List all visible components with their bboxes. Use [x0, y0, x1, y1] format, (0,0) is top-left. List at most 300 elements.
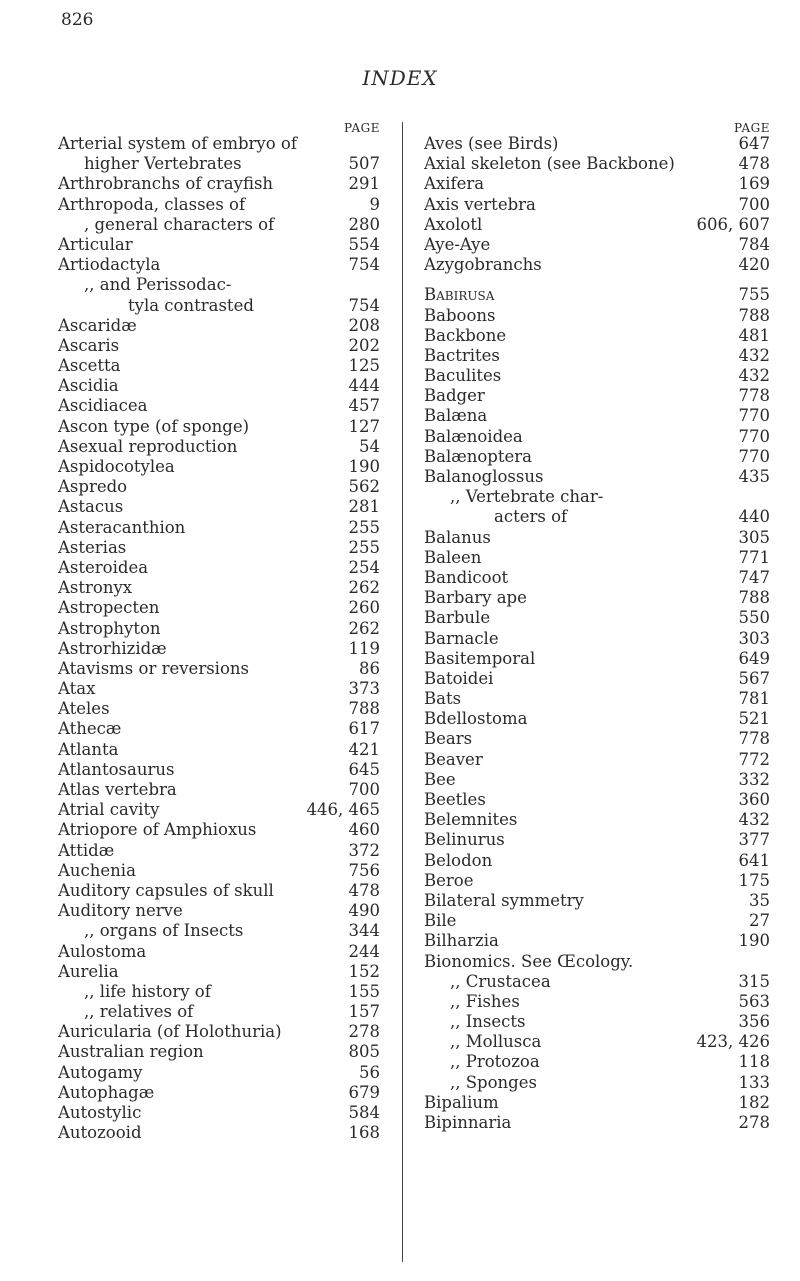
index-column-right — [424, 122, 770, 1133]
index-page-ref: 281 — [348, 497, 380, 517]
index-term: Asteroidea — [58, 557, 149, 577]
index-entry — [58, 296, 380, 316]
index-page-ref: 255 — [348, 517, 380, 537]
index-term: acters of — [494, 507, 568, 527]
running-header: INDEX — [362, 66, 438, 90]
index-term: Ascidiacea — [58, 396, 148, 416]
index-term: Atlas vertebra — [58, 780, 177, 799]
index-term: Basitemporal — [424, 648, 536, 668]
index-entry — [58, 417, 380, 437]
index-entry — [58, 215, 380, 235]
index-entry — [58, 800, 380, 820]
index-page-ref: 315 — [738, 971, 770, 991]
index-entry — [58, 235, 380, 255]
index-entry — [424, 406, 770, 426]
index-term: Barnacle — [424, 628, 499, 648]
index-entry — [424, 1052, 770, 1072]
index-entry — [424, 1113, 770, 1133]
index-page-ref: 133 — [738, 1072, 770, 1092]
index-entry — [424, 386, 770, 406]
index-page-ref: 647 — [738, 134, 770, 153]
index-page-ref: 56 — [359, 1062, 380, 1082]
index-page-ref: 423, 426 — [696, 1032, 770, 1052]
index-term: Ascidia — [58, 376, 119, 396]
index-entry — [58, 1002, 380, 1022]
index-page-ref: 490 — [348, 901, 380, 921]
index-page-ref: 305 — [738, 527, 770, 547]
index-term: Aspidocotylea — [58, 457, 175, 476]
index-term: Atrial cavity — [58, 800, 160, 820]
index-entry — [58, 679, 380, 699]
index-term: Atlanta — [58, 739, 119, 759]
index-term: Aspredo — [58, 477, 128, 497]
index-entry — [58, 376, 380, 396]
index-page-ref: 332 — [738, 769, 770, 789]
index-page-ref: 175 — [738, 870, 770, 890]
index-entry — [58, 982, 380, 1002]
index-page-ref: 444 — [348, 376, 380, 396]
column-divider — [402, 122, 403, 1262]
index-entry — [424, 689, 770, 709]
index-term: Babirusa — [424, 285, 495, 305]
index-term: Auditory capsules of skull — [58, 880, 274, 900]
index-term: Aye-Aye — [424, 234, 491, 254]
index-page-ref: 457 — [348, 396, 380, 416]
index-entry — [424, 548, 770, 568]
index-entry — [424, 729, 770, 749]
index-entry — [58, 1022, 380, 1042]
index-column-left — [58, 122, 380, 1143]
index-page-ref: 460 — [348, 820, 380, 840]
index-page-ref: 584 — [348, 1103, 380, 1122]
index-entry — [58, 477, 380, 497]
index-page-ref: 432 — [738, 345, 770, 365]
index-page-ref: 754 — [348, 255, 380, 275]
index-entry — [58, 901, 380, 921]
index-page-ref: 700 — [348, 780, 380, 799]
index-term: Baculites — [424, 366, 502, 386]
index-term: ,, Crustacea — [450, 971, 551, 991]
index-entry — [58, 497, 380, 517]
index-entry — [424, 911, 770, 931]
index-term: Beroe — [424, 870, 474, 890]
index-page-ref: 244 — [348, 941, 380, 961]
index-entry — [58, 719, 380, 739]
index-entry — [424, 750, 770, 770]
index-term: ,, relatives of — [84, 1002, 194, 1022]
index-entry — [424, 447, 770, 467]
index-entry — [424, 134, 770, 154]
index-term: Batoidei — [424, 668, 494, 688]
index-term: Autostylic — [58, 1103, 142, 1122]
index-entry — [58, 921, 380, 941]
index-page-ref: 507 — [348, 154, 380, 174]
index-page-ref: 118 — [738, 1052, 770, 1072]
index-page-ref: 747 — [738, 567, 770, 587]
index-term: Belinurus — [424, 830, 505, 850]
index-page-ref: 563 — [738, 991, 770, 1011]
index-page-ref: 373 — [348, 679, 380, 699]
index-term: ,, Mollusca — [450, 1032, 542, 1052]
index-entry — [58, 1123, 380, 1143]
index-page-ref: 645 — [348, 759, 380, 779]
index-page-ref: 756 — [348, 860, 380, 880]
index-page-ref: 554 — [348, 234, 380, 254]
index-entry — [58, 841, 380, 861]
index-page-ref: 641 — [738, 850, 770, 870]
index-term: Auricularia (of Holothuria) — [58, 1022, 282, 1042]
index-term: Axolotl — [424, 214, 483, 234]
index-page-ref: 805 — [348, 1042, 380, 1062]
index-page-ref: 262 — [348, 618, 380, 638]
index-entries-left — [58, 134, 380, 1143]
index-page-ref: 254 — [348, 557, 380, 577]
index-term: Asterias — [58, 537, 127, 557]
index-page-ref: 478 — [738, 154, 770, 174]
index-term: Ascaris — [58, 335, 120, 355]
index-entry — [424, 891, 770, 911]
index-page-ref: 152 — [348, 961, 380, 981]
index-term: Axial skeleton (see Backbone) — [424, 154, 675, 174]
index-term: Arterial system of embryo of — [58, 134, 297, 153]
index-term: Atavisms or reversions — [58, 658, 249, 678]
index-entry — [424, 931, 770, 951]
index-entry — [58, 275, 380, 295]
index-page-ref: 481 — [738, 325, 770, 345]
index-page-ref: 770 — [738, 446, 770, 466]
index-page-ref: 27 — [749, 911, 770, 931]
index-term: Belemnites — [424, 810, 518, 830]
index-page-ref: 679 — [348, 1082, 380, 1102]
index-page-ref: 169 — [738, 174, 770, 194]
index-entry — [424, 851, 770, 871]
index-page-ref: 119 — [348, 638, 380, 658]
index-entry — [424, 326, 770, 346]
index-entry — [424, 427, 770, 447]
index-term: Articular — [58, 234, 133, 254]
index-term: Beetles — [424, 790, 486, 809]
index-term: Baboons — [424, 305, 496, 325]
index-term: Baleen — [424, 547, 482, 567]
index-page-ref: 432 — [738, 810, 770, 830]
index-page-ref: 771 — [738, 547, 770, 567]
index-page-ref: 754 — [348, 295, 380, 315]
index-entry — [58, 699, 380, 719]
index-entry — [424, 810, 770, 830]
index-term: Astrorhizidæ — [58, 638, 167, 658]
index-entry — [58, 134, 380, 154]
index-term: tyla contrasted — [128, 295, 254, 315]
index-term: ,, Fishes — [450, 991, 520, 1011]
index-term: Artiodactyla — [58, 255, 161, 275]
index-term: Bilateral symmetry — [424, 890, 584, 910]
index-term: Balanoglossus — [424, 467, 544, 486]
index-page-ref: 278 — [738, 1113, 770, 1132]
index-entry — [58, 316, 380, 336]
index-entry — [424, 770, 770, 790]
index-entry — [424, 487, 770, 507]
index-entry — [58, 760, 380, 780]
index-entry — [424, 507, 770, 527]
index-page-ref: 446, 465 — [306, 800, 380, 820]
index-entry — [58, 396, 380, 416]
index-entry — [58, 619, 380, 639]
index-entry — [58, 598, 380, 618]
index-page-ref: 700 — [738, 194, 770, 214]
index-term: Backbone — [424, 325, 507, 345]
index-entry — [58, 457, 380, 477]
index-term: ,, and Perissodac- — [84, 275, 232, 295]
index-entry — [424, 154, 770, 174]
index-page-ref: 168 — [348, 1123, 380, 1143]
index-term: Aurelia — [58, 961, 119, 981]
index-entry — [58, 659, 380, 679]
index-page-ref: 421 — [348, 739, 380, 759]
index-term: Ascetta — [58, 356, 121, 376]
index-entry — [58, 558, 380, 578]
index-term: Asexual reproduction — [58, 436, 238, 456]
index-term: Australian region — [58, 1042, 204, 1062]
index-term: higher Vertebrates — [84, 154, 242, 174]
index-entry — [58, 174, 380, 194]
index-entry — [58, 356, 380, 376]
index-entry — [424, 306, 770, 326]
index-term: Barbary ape — [424, 588, 527, 608]
index-page-ref: 127 — [348, 416, 380, 436]
index-term: Astropecten — [58, 598, 160, 618]
index-entry — [58, 861, 380, 881]
index-entry — [424, 346, 770, 366]
index-entry — [424, 366, 770, 386]
index-page-ref: 420 — [738, 255, 770, 275]
index-term: Arthrobranchs of crayfish — [58, 174, 274, 194]
index-page-ref: 303 — [738, 628, 770, 648]
index-page-ref: 788 — [348, 699, 380, 719]
index-entry — [58, 881, 380, 901]
index-term: Attidæ — [58, 840, 115, 860]
index-page-ref: 788 — [738, 305, 770, 325]
index-term: Atriopore of Amphioxus — [58, 820, 257, 840]
index-page-ref: 291 — [348, 174, 380, 194]
index-entry — [424, 952, 770, 972]
index-entry — [424, 568, 770, 588]
index-entry — [58, 1083, 380, 1103]
index-term: Ateles — [58, 699, 110, 719]
index-term: Astrophyton — [58, 618, 161, 638]
index-term: Ascaridæ — [58, 315, 137, 335]
index-page-ref: 208 — [348, 315, 380, 335]
index-term: Bats — [424, 689, 462, 709]
index-page-ref: 372 — [348, 840, 380, 860]
index-entry — [424, 588, 770, 608]
index-term: Autogamy — [58, 1062, 143, 1082]
index-term: Auditory nerve — [58, 901, 183, 921]
index-entries-right — [424, 134, 770, 1133]
index-page-ref: 521 — [738, 709, 770, 729]
index-entry — [58, 1042, 380, 1062]
index-page-ref: 435 — [738, 467, 770, 486]
index-term: Barbule — [424, 608, 491, 628]
index-page-ref: 35 — [749, 890, 770, 910]
index-term: ,, Vertebrate char- — [450, 487, 604, 507]
index-term: Belodon — [424, 850, 493, 870]
index-page-ref: 781 — [738, 689, 770, 709]
index-entry — [424, 790, 770, 810]
index-page-ref: 649 — [738, 648, 770, 668]
index-term: Balænoidea — [424, 426, 523, 446]
index-entry — [58, 538, 380, 558]
index-page-ref: 778 — [738, 729, 770, 749]
index-entry — [424, 972, 770, 992]
index-term: Autozooid — [58, 1123, 142, 1143]
index-term: Aulostoma — [58, 941, 147, 961]
index-term: Bears — [424, 729, 473, 749]
index-term: ,, life history of — [84, 981, 211, 1001]
index-entry — [424, 1093, 770, 1113]
index-entry — [58, 639, 380, 659]
index-entry — [58, 1103, 380, 1123]
index-term: Badger — [424, 386, 485, 406]
index-term: Atax — [58, 679, 96, 699]
index-entry — [424, 255, 770, 275]
section-gap — [424, 275, 770, 285]
index-entry — [424, 709, 770, 729]
index-entry — [424, 467, 770, 487]
index-entry — [58, 154, 380, 174]
index-page-ref: 155 — [348, 981, 380, 1001]
index-term: ,, Insects — [450, 1012, 526, 1032]
index-page-ref: 125 — [348, 356, 380, 376]
index-term: Asteracanthion — [58, 517, 186, 537]
index-term: ,, Sponges — [450, 1072, 537, 1092]
index-term: Autophagæ — [58, 1082, 155, 1102]
index-term: Bipalium — [424, 1092, 499, 1112]
index-page-ref: 157 — [348, 1002, 380, 1022]
index-page-ref: 567 — [738, 668, 770, 688]
index-page-ref: 86 — [359, 658, 380, 678]
index-entry — [58, 740, 380, 760]
index-page-ref: 190 — [738, 931, 770, 951]
index-page-ref: 344 — [348, 921, 380, 941]
index-term: Balanus — [424, 527, 491, 547]
index-term: Bdellostoma — [424, 709, 528, 729]
index-term: Balænoptera — [424, 446, 532, 466]
index-entry — [424, 195, 770, 215]
index-term: Axifera — [424, 174, 485, 194]
index-term: Balæna — [424, 406, 488, 426]
index-page-ref: 360 — [738, 790, 770, 809]
index-entry — [424, 174, 770, 194]
index-entry — [58, 820, 380, 840]
index-entry — [58, 336, 380, 356]
index-page-ref: 784 — [738, 234, 770, 254]
index-entry — [424, 285, 770, 305]
index-term: Axis vertebra — [424, 194, 536, 214]
index-page-ref: 755 — [738, 285, 770, 305]
index-entry — [424, 649, 770, 669]
index-page-ref: 377 — [738, 830, 770, 850]
index-entry — [58, 518, 380, 538]
index-page-ref: 54 — [359, 436, 380, 456]
index-entry — [58, 780, 380, 800]
index-term: Arthropoda, classes of — [58, 194, 246, 214]
index-page-ref: 617 — [348, 719, 380, 739]
index-entry — [58, 942, 380, 962]
page-column-label: PAGE — [344, 121, 380, 135]
index-entry — [424, 830, 770, 850]
index-term: Aves (see Birds) — [424, 134, 559, 153]
index-term: Bilharzia — [424, 931, 499, 951]
index-page-ref: 432 — [738, 366, 770, 386]
index-entry — [424, 528, 770, 548]
index-entry — [424, 992, 770, 1012]
index-term: Bee — [424, 769, 456, 789]
index-page-ref: 562 — [348, 477, 380, 497]
index-entry — [424, 629, 770, 649]
index-page-ref: 278 — [348, 1022, 380, 1042]
index-page-ref: 262 — [348, 578, 380, 598]
index-entry — [58, 255, 380, 275]
index-term: ,, organs of Insects — [84, 921, 244, 941]
index-page-ref: 770 — [738, 406, 770, 426]
index-term: Astacus — [58, 497, 124, 517]
index-term: Bile — [424, 911, 457, 931]
index-term: Bactrites — [424, 345, 500, 365]
page-column-label: PAGE — [734, 121, 770, 135]
index-term: Bipinnaria — [424, 1113, 512, 1132]
index-page-ref: 202 — [348, 335, 380, 355]
index-entry — [424, 1012, 770, 1032]
index-entry — [58, 578, 380, 598]
index-entry — [58, 437, 380, 457]
index-term: Ascon type (of sponge) — [58, 416, 250, 436]
index-term: Bandicoot — [424, 567, 509, 587]
index-term: Auchenia — [58, 860, 136, 880]
index-page-ref: 9 — [369, 194, 380, 214]
index-entry — [58, 195, 380, 215]
index-page-ref: 788 — [738, 588, 770, 608]
index-page-ref: 770 — [738, 426, 770, 446]
index-page-ref: 772 — [738, 749, 770, 769]
index-entry — [424, 1032, 770, 1052]
index-entry — [424, 871, 770, 891]
index-page-ref: 550 — [738, 608, 770, 628]
index-page-ref: 190 — [348, 457, 380, 476]
index-term: ,, Protozoa — [450, 1052, 540, 1072]
index-term: , general characters of — [84, 214, 275, 234]
index-term: Bionomics. See Œcology. — [424, 951, 634, 971]
index-entry — [424, 1073, 770, 1093]
index-page-ref: 280 — [348, 214, 380, 234]
index-entry — [58, 962, 380, 982]
index-term: Azygobranchs — [424, 255, 542, 275]
index-term: Astronyx — [58, 578, 133, 598]
index-page-ref: 255 — [348, 537, 380, 557]
index-entry — [424, 215, 770, 235]
index-term: Athecæ — [58, 719, 122, 739]
index-entry — [424, 235, 770, 255]
index-entry — [424, 608, 770, 628]
index-entry — [424, 669, 770, 689]
index-page-ref: 260 — [348, 598, 380, 618]
page-number: 826 — [61, 10, 94, 30]
index-term: Beaver — [424, 749, 483, 769]
index-page-ref: 182 — [738, 1092, 770, 1112]
index-page-ref: 606, 607 — [696, 214, 770, 234]
index-entry — [58, 1063, 380, 1083]
index-page-ref: 356 — [738, 1012, 770, 1032]
index-term: Atlantosaurus — [58, 759, 175, 779]
